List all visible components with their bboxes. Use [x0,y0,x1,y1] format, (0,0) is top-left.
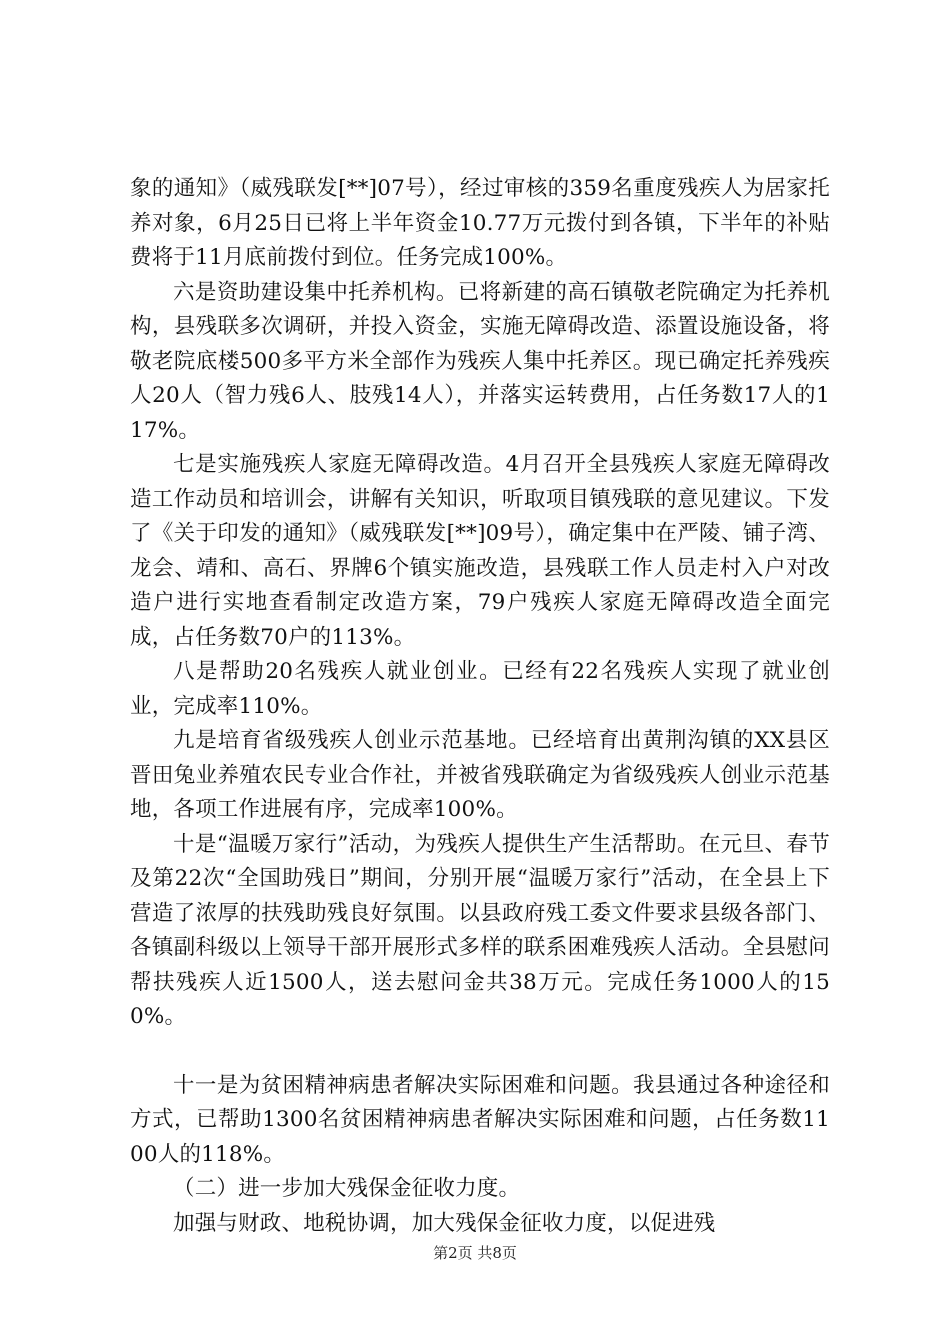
section-heading-2: （二）进一步加大残保金征收力度。 [173,1176,521,1201]
document-body [130,172,830,1241]
paragraph-continuation: 象的通知》（威残联发[**]07号），经过审核的359名重度残疾人为居家托养对象，6月25日已将上半年资金10.77万元拨付到各镇，下半年的补贴费将于11月底前拨付到位。任务完成100%。 [130,176,830,270]
paragraph-item-6: 六是资助建设集中托养机构。已将新建的高石镇敬老院确定为托养机构，县残联多次调研，并投入资金，实施无障碍改造、添置设施设备，将敬老院底楼500多平方米全部作为残疾人集中托养区。现已确定托养残疾人20人（智力残6人、肢残14人），并落实运转费用，占任务数17人的117%。 [130,279,830,443]
paragraph-item-11: 十一是为贫困精神病患者解决实际困难和问题。我县通过各种途径和方式，已帮助1300名贫困精神病患者解决实际困难和问题，占任务数1100人的118%。 [130,1072,830,1167]
paragraph-gap [130,1035,830,1069]
paragraph-item-10: 十是“温暖万家行”活动，为残疾人提供生产生活帮助。在元旦、春节及第22次“全国助残日”期间，分别开展“温暖万家行”活动，在全县上下营造了浓厚的扶残助残良好氛围。以县政府残工委文件要求县级各部门、各镇副科级以上领导干部开展形式多样的联系困难残疾人活动。全县慰问帮扶残疾人近1500人，送去慰问金共38万元。完成任务1000人的150%。 [130,831,830,1029]
paragraph-item-8: 八是帮助20名残疾人就业创业。已经有22名残疾人实现了就业创业，完成率110%。 [130,659,830,719]
paragraph-item-7: 七是实施残疾人家庭无障碍改造。4月召开全县残疾人家庭无障碍改造工作动员和培训会，讲解有关知识，听取项目镇残联的意见建议。下发了《关于印发的通知》（威残联发[**]09号），确定集中在严陵、铺子湾、龙会、靖和、高石、界牌6个镇实施改造，县残联工作人员走村入户对改造户进行实地查看制定改造方案，79户残疾人家庭无障碍改造全面完成，占任务数70户的113%。 [130,452,830,650]
page-footer: 第2页 共8页 [433,1244,517,1262]
paragraph-section-2: 加强与财政、地税协调，加大残保金征收力度，以促进残 [173,1210,716,1236]
paragraph-item-9: 九是培育省级残疾人创业示范基地。已经培育出黄荆沟镇的XX县区晋田兔业养殖农民专业合作社，并被省残联确定为省级残疾人创业示范基地，各项工作进展有序，完成率100%。 [130,728,830,822]
